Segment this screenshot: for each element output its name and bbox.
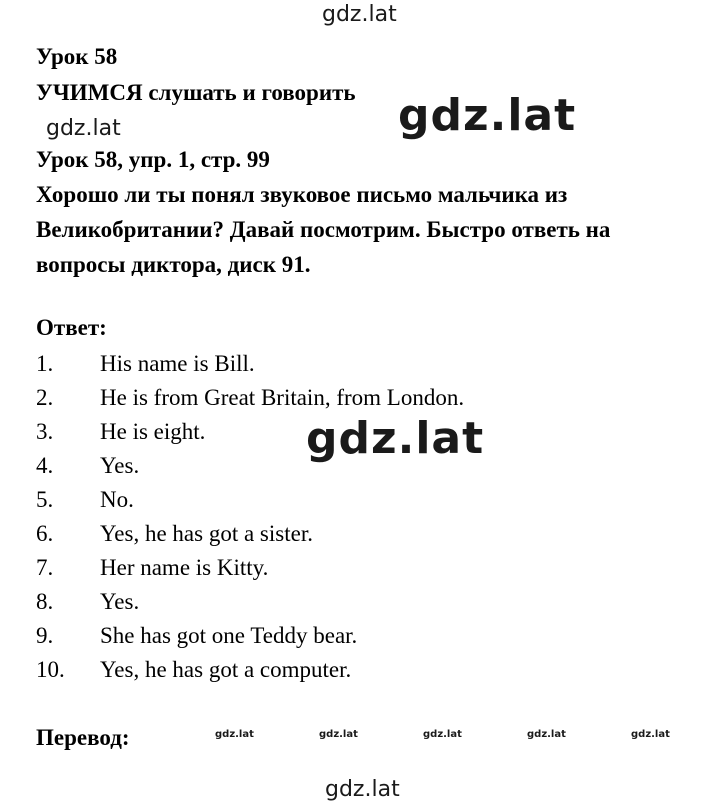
answer-text: Yes, he has got a sister. [100,521,313,546]
answer-item [36,415,464,449]
answer-text: He is eight. [100,419,206,444]
answer-text: She has got one Teddy bear. [100,623,358,648]
answer-item [36,347,464,381]
answer-number: 5. [36,487,54,512]
answer-text: Yes, he has got a computer. [100,657,352,682]
answer-item [36,449,464,483]
answer-item [36,653,464,687]
answer-item [36,619,464,653]
answer-number: 10. [36,657,65,682]
watermark-small: gdz.lat [527,729,566,740]
watermark-small: gdz.lat [423,729,462,740]
answer-text: His name is Bill. [100,351,255,376]
exercise-reference: Урок 58, упр. 1, стр. 99 [36,147,270,172]
answer-text: Her name is Kitty. [100,555,269,580]
watermark-small: gdz.lat [215,729,254,740]
translation-label: Перевод: [36,725,130,750]
answer-number: 9. [36,623,54,648]
answer-number: 1. [36,351,54,376]
answer-item [36,517,464,551]
answer-number: 8. [36,589,54,614]
answer-text: No. [100,487,134,512]
answer-number: 7. [36,555,54,580]
watermark-small: gdz.lat [631,729,670,740]
answer-number: 3. [36,419,54,444]
answer-item [36,381,464,415]
answer-number: 2. [36,385,54,410]
answer-text: He is from Great Britain, from London. [100,385,465,410]
answer-label: Ответ: [36,315,107,340]
answer-item [36,585,464,619]
watermark-left: gdz.lat [46,116,121,141]
answer-number: 4. [36,453,54,478]
watermark-small: gdz.lat [319,729,358,740]
watermark-large-upper: gdz.lat [398,90,577,141]
watermark-large-middle: gdz.lat [306,413,485,464]
watermark-top: gdz.lat [322,2,397,27]
watermark-bottom: gdz.lat [325,777,400,802]
answers-list [36,347,464,687]
lesson-subtitle: УЧИМСЯ слушать и говорить [36,80,356,105]
answer-item [36,551,464,585]
answer-text: Yes. [100,589,140,614]
task-text: Хорошо ли ты понял звуковое письмо мальчика из Великобритании? Давай посмотрим. Быстро ответь на вопросы диктора, диск 91. [36,182,611,277]
answer-text: Yes. [100,453,140,478]
lesson-title: Урок 58 [36,44,118,69]
answer-item [36,483,464,517]
answer-number: 6. [36,521,54,546]
